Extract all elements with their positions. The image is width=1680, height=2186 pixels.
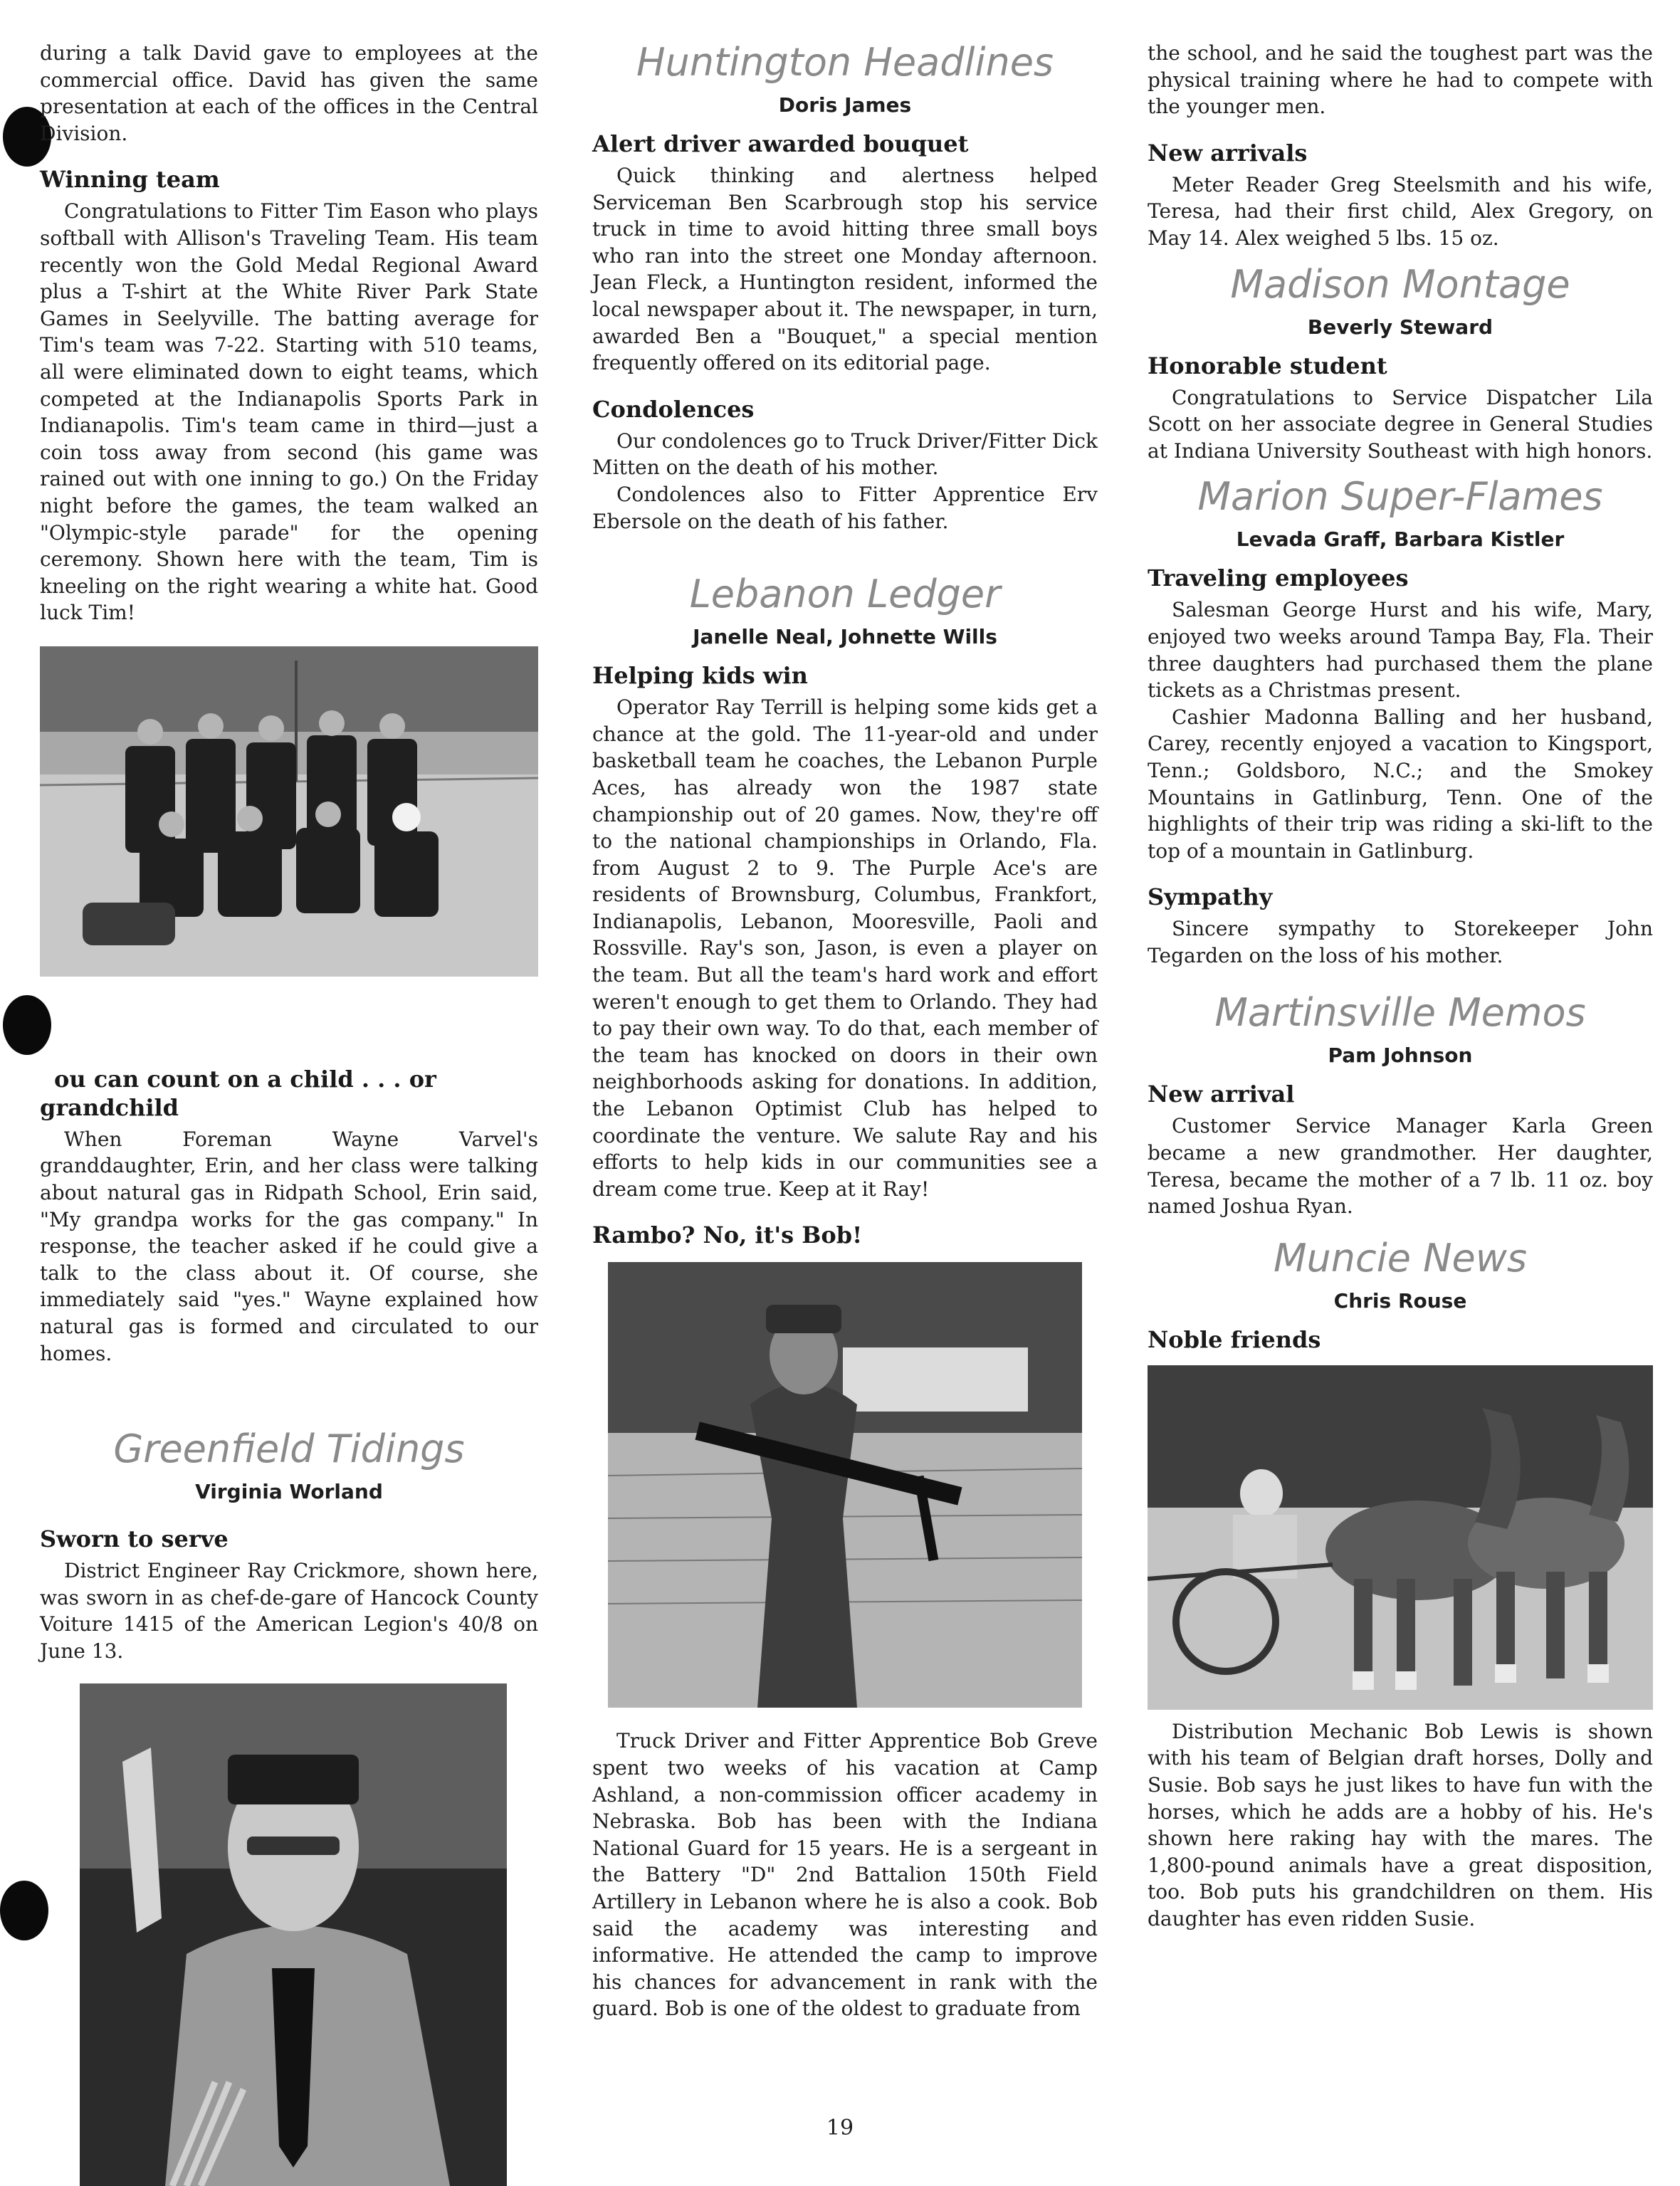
soldier-bob-greve-photo [608, 1262, 1082, 1708]
column-right [1148, 40, 1653, 1933]
muncie-section-title: Muncie News [1273, 1235, 1528, 1281]
legion-swearing-in-photo [80, 1683, 507, 2186]
new-arrivals-heading: New arrivals [1148, 139, 1308, 167]
lebanon-section-title: Lebanon Ledger [689, 572, 1001, 617]
noble-friends-heading: Noble friends [1148, 1325, 1321, 1353]
helping-kids-body: Operator Ray Terrill is helping some kids get a chance at the gold. The 11-year-old and under basketball team he coaches, the Lebanon Purple Aces, has already won the 1987 state championship out of 20 games. Now, they're off to the national championships in Orlando, Fla. from August 2 to 9. The Purple Ace's are residents of Brownsburg, Columbus, Frankfort, Indianapolis, Lebanon, Mooresville, Paoli and Rossville. Ray's son, Jason, is even a player on the team. But all the team's hard work and effort weren't enough to get them to Orlando. They had to pay their own way. To do that, each member of the team has knocked on doors in their own neighborhoods asking for donations. In addition, the Lebanon Optimist Club has helped to coordinate the venture. We salute Ray and his efforts to help kids in our communities see a dream come true. Keep at it Ray! [592, 695, 1098, 1201]
condolences-paragraph-1: Our condolences go to Truck Driver/Fitter Dick Mitten on the death of his mother. [592, 429, 1098, 480]
huntington-section-title: Huntington Headlines [636, 40, 1054, 85]
grandchild-heading: ou can count on a child . . . or grandchild [40, 1065, 436, 1121]
softball-team-photo-art [40, 646, 538, 977]
softball-team-photo [40, 646, 538, 977]
draft-horses-photo [1148, 1365, 1653, 1710]
winning-team-heading: Winning team [40, 166, 220, 194]
condolences-heading: Condolences [592, 395, 755, 423]
helping-kids-heading: Helping kids win [592, 662, 808, 690]
traveling-employees-paragraph-2: Cashier Madonna Balling and her husband, Carey, recently enjoyed a vacation to Kingsport, Tenn.; Goldsboro, N.C.; and the Smokey Mountains in Gatlinburg, Tenn. One of the highlights of their trip was riding a ski-lift to the top of a mountain in Gatlinburg. [1148, 705, 1653, 863]
continued-paragraph: the school, and he said the toughest part was the physical training where he had to compete with the younger men. [1148, 41, 1653, 119]
muncie-byline: Chris Rouse [1333, 1288, 1467, 1313]
intro-paragraph: during a talk David gave to employees at the commercial office. David has given the same presentation at each of the offices in the Central Division. [40, 41, 538, 145]
draft-horses-photo-art [1148, 1365, 1653, 1710]
soldier-bob-greve-photo-art [608, 1262, 1082, 1708]
condolences-paragraph-2: Condolences also to Fitter Apprentice Erv Ebersole on the death of his father. [592, 482, 1098, 533]
legion-swearing-in-photo-art [80, 1683, 507, 2186]
martinsville-byline: Pam Johnson [1328, 1044, 1473, 1068]
martinsville-section-title: Martinsville Memos [1214, 990, 1586, 1036]
greenfield-section-title: Greenfield Tidings [113, 1426, 465, 1472]
traveling-employees-heading: Traveling employees [1148, 564, 1409, 592]
column-left [40, 40, 538, 2186]
column-middle [592, 40, 1098, 2022]
rambo-body: Truck Driver and Fitter Apprentice Bob Greve spent two weeks of his vacation at Camp Ashland, a non-commission officer academy in Nebraska. Bob has been with the Indiana National Guard for 15 years. He is a sergeant in the Battery "D" 2nd Battalion 150th Field Artillery in Lebanon where he is also a cook. Bob said the academy was interesting and informative. He attended the camp to improve his chances for advancement in rank with the guard. Bob is one of the oldest to graduate from [592, 1729, 1098, 2021]
sympathy-body: Sincere sympathy to Storekeeper John Tegarden on the loss of his mother. [1148, 917, 1653, 967]
page-number: 19 [826, 2116, 854, 2140]
madison-byline: Beverly Steward [1307, 315, 1493, 339]
traveling-employees-paragraph-1: Salesman George Hurst and his wife, Mary, enjoyed two weeks around Tampa Bay, Fla. Their three daughters had purchased them the plane tickets as a Christmas present. [1148, 598, 1653, 703]
grandchild-body: When Foreman Wayne Varvel's granddaughter, Erin, and her class were talking about natural gas in Ridpath School, Erin said, "My grandpa works for the gas company." In response, the teacher asked if he could give a talk to the class about it. Of course, she immediately said "yes." Wayne explained how natural gas is formed and circulated to our homes. [40, 1127, 538, 1365]
sworn-body: District Engineer Ray Crickmore, shown here, was sworn in as chef-de-gare of Hancock County Voiture 1415 of the American Legion's 40/8 on June 13. [40, 1559, 538, 1663]
sympathy-heading: Sympathy [1148, 883, 1273, 911]
marion-section-title: Marion Super-Flames [1197, 474, 1603, 520]
sworn-heading: Sworn to serve [40, 1525, 229, 1553]
new-arrival-body: Customer Service Manager Karla Green became a new grandmother. Her daughter, Teresa, became the mother of a 7 lb. 11 oz. boy named Joshua Ryan. [1148, 1114, 1653, 1219]
marion-byline: Levada Graff, Barbara Kistler [1236, 527, 1565, 552]
honorable-student-body: Congratulations to Service Dispatcher Lila Scott on her associate degree in General Studies at Indiana University Southeast with high honors. [1148, 385, 1653, 463]
new-arrival-heading: New arrival [1148, 1081, 1295, 1108]
huntington-byline: Doris James [778, 93, 912, 117]
alert-driver-body: Quick thinking and alertness helped Serviceman Ben Scarbrough stop his service truck in time to avoid hitting three small boys who ran into the street one Monday afternoon. Jean Fleck, a Huntington resident, informed the local newspaper about it. The newspaper, in turn, awarded Ben a "Bouquet," a special mention frequently offered on its editorial page. [592, 164, 1098, 375]
honorable-student-heading: Honorable student [1148, 352, 1387, 379]
madison-section-title: Madison Montage [1230, 261, 1570, 307]
lebanon-byline: Janelle Neal, Johnette Wills [693, 625, 997, 649]
alert-driver-heading: Alert driver awarded bouquet [592, 130, 969, 157]
rambo-heading: Rambo? No, it's Bob! [592, 1221, 863, 1249]
winning-team-body: Congratulations to Fitter Tim Eason who plays softball with Allison's Traveling Team. His team recently won the Gold Medal Regional Award plus a T-shirt at the White River Park State Games in Seelyville. The batting average for Tim's team was 7-22. Starting with 510 teams, all were eliminated down to eight teams, which competed at the Indianapolis Sports Park in Indianapolis. Tim's team came in third—just a coin toss away from second (his game was rained out with one inning to go.) On the Friday night before the games, the team walked an "Olympic-style parade" for the opening ceremony. Shown here with the team, Tim is kneeling on the right wearing a white hat. Good luck Tim! [40, 199, 538, 625]
noble-friends-body: Distribution Mechanic Bob Lewis is shown with his team of Belgian draft horses, Dolly and Susie. Bob says he just likes to have fun with the horses, which he adds are a hobby of his. He's shown here raking hay with the mares. The 1,800-pound animals have a great disposition, too. Bob puts his grandchildren on them. His daughter has even ridden Susie. [1148, 1719, 1653, 1930]
new-arrivals-body: Meter Reader Greg Steelsmith and his wife, Teresa, had their first child, Alex Gregory, on May 14. Alex weighed 5 lbs. 15 oz. [1148, 172, 1653, 250]
greenfield-byline: Virginia Worland [195, 1480, 383, 1504]
